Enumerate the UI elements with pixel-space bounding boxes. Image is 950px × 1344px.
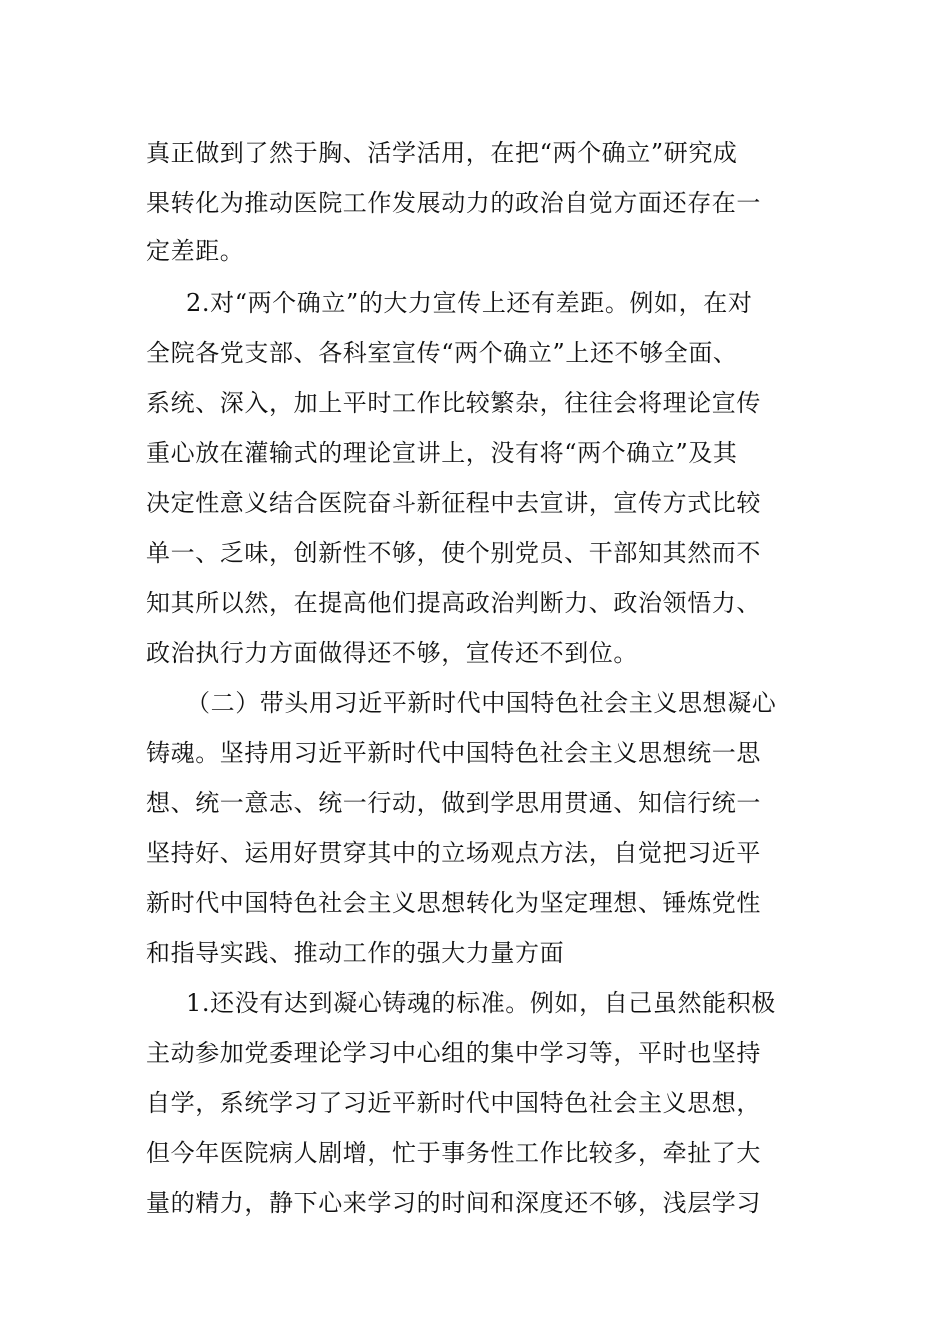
text-line: 定差距。 bbox=[146, 237, 245, 265]
text-line: 1.还没有达到凝心铸魂的标准。例如，自己虽然能积极 bbox=[186, 989, 776, 1017]
text-line: 主动参加党委理论学习中心组的集中学习等，平时也坚持 bbox=[146, 1039, 761, 1067]
section-heading: （二）带头用习近平新时代中国特色社会主义思想凝心 bbox=[186, 689, 777, 717]
text-line: 坚持好、运用好贯穿其中的立场观点方法，自觉把习近平 bbox=[146, 839, 761, 867]
text-line: 量的精力，静下心来学习的时间和深度还不够，浅层学习 bbox=[146, 1189, 761, 1217]
text-line: 系统、深入，加上平时工作比较繁杂，往往会将理论宣传 bbox=[146, 389, 761, 417]
text-line: 自学，系统学习了习近平新时代中国特色社会主义思想， bbox=[146, 1089, 761, 1117]
text-line: 铸魂。坚持用习近平新时代中国特色社会主义思想统一思 bbox=[146, 739, 761, 767]
text-line: 新时代中国特色社会主义思想转化为坚定理想、锤炼党性 bbox=[146, 889, 761, 917]
text-line: 但今年医院病人剧增，忙于事务性工作比较多，牵扯了大 bbox=[146, 1139, 761, 1167]
text-line: 想、统一意志、统一行动，做到学思用贯通、知信行统一 bbox=[146, 789, 761, 817]
text-line: 全院各党支部、各科室宣传“两个确立”上还不够全面、 bbox=[146, 339, 738, 367]
text-line: 知其所以然，在提高他们提高政治判断力、政治领悟力、 bbox=[146, 589, 761, 617]
text-line: 和指导实践、推动工作的强大力量方面 bbox=[146, 939, 565, 967]
text-line: 政治执行力方面做得还不够，宣传还不到位。 bbox=[146, 639, 638, 667]
text-line: 决定性意义结合医院奋斗新征程中去宣讲，宣传方式比较 bbox=[146, 489, 761, 517]
text-line: 单一、乏味，创新性不够，使个别党员、干部知其然而不 bbox=[146, 539, 761, 567]
text-line: 真正做到了然于胸、活学活用，在把“两个确立”研究成 bbox=[146, 139, 738, 167]
text-line: 2.对“两个确立”的大力宣传上还有差距。例如，在对 bbox=[186, 289, 753, 317]
text-line: 果转化为推动医院工作发展动力的政治自觉方面还存在一 bbox=[146, 189, 761, 217]
text-line: 重心放在灌输式的理论宣讲上，没有将“两个确立”及其 bbox=[146, 439, 738, 467]
